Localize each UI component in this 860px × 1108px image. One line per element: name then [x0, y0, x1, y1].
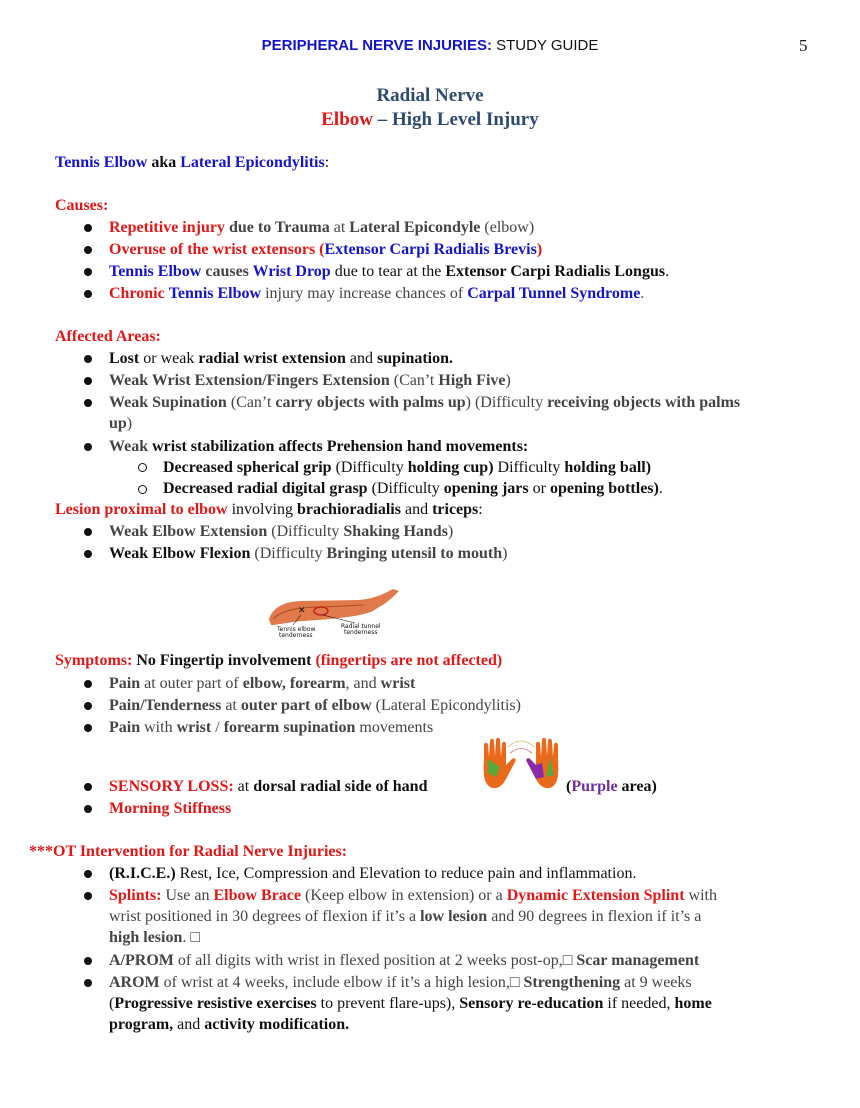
text-run: Bringing utensil to mouth [326, 545, 503, 562]
intro-line [55, 153, 329, 173]
text-run: radial wrist extension [198, 350, 346, 367]
text-run: of wrist at 4 weeks, include elbow if it’s a high lesion,□ [159, 974, 524, 991]
affected-item-4 [109, 437, 528, 457]
text-run: Decreased radial digital grasp [163, 480, 368, 497]
text-run: Weak [109, 438, 149, 455]
text-run: dorsal radial side of hand [253, 778, 428, 795]
ot-splints-cont-2 [109, 928, 200, 948]
text-run: . □ [182, 929, 201, 946]
symptoms-item-2 [109, 696, 521, 716]
text-run: : [478, 501, 483, 518]
text-run: ( [566, 778, 572, 795]
causes-item-3 [109, 262, 669, 282]
text-run: home [674, 995, 712, 1012]
text-run: No Fingertip involvement [132, 652, 316, 669]
affected-heading: Affected Areas: [55, 328, 161, 345]
text-run: ) [447, 523, 454, 540]
text-run: ) [505, 372, 511, 389]
lesion-item-2 [109, 544, 507, 564]
lesion-item-1 [109, 522, 453, 542]
text-run: Use an [161, 887, 214, 904]
sensory-hands-illustration [480, 737, 562, 792]
causes-item-4 [109, 284, 644, 304]
text-run: Overuse of the wrist extensors ( [109, 241, 325, 258]
text-run: Wrist Drop [252, 263, 331, 280]
intro-colon: : [324, 154, 330, 171]
page-number: 5 [799, 36, 808, 55]
text-run: (Can’t [226, 394, 276, 411]
text-run: Extensor Carpi Radialis Brevis [324, 241, 537, 258]
bullet [84, 550, 92, 558]
text-run: Weak Elbow Extension [109, 523, 268, 540]
bullet [84, 399, 92, 407]
text-run: Progressive resistive exercises [114, 995, 317, 1012]
text-run: to prevent flare-ups), [316, 995, 460, 1012]
text-run: A/PROM [109, 952, 174, 969]
text-run: Tennis Elbow [168, 285, 262, 302]
bullet [84, 377, 92, 385]
title-rest: – High Level Injury [373, 109, 539, 130]
sub-bullet [138, 485, 147, 494]
text-run: / [211, 719, 224, 736]
text-run: and 90 degrees in flexion if it’s a [487, 908, 702, 925]
bullet [84, 702, 92, 710]
text-run: ) [536, 241, 543, 258]
affected-sub-1 [163, 458, 651, 478]
affected-item-1 [109, 349, 453, 369]
affected-item-3-cont [109, 414, 132, 434]
sensory-tail [566, 777, 657, 797]
header-subtitle: STUDY GUIDE [491, 37, 599, 54]
text-run: low lesion [420, 908, 488, 925]
causes-heading: Causes: [55, 197, 109, 214]
text-run: Lost [109, 350, 140, 367]
text-run: (Keep elbow in extension) or a [301, 887, 507, 904]
sub-bullet [138, 463, 147, 472]
text-run: holding cup) [407, 459, 494, 476]
text-run: triceps [432, 501, 479, 518]
text-run: Shaking Hands [343, 523, 448, 540]
text-run: Carpal Tunnel Syndrome [467, 285, 641, 302]
bullet [84, 783, 92, 791]
text-run: wrist positioned in 30 degrees of flexion if it’s a [109, 908, 421, 925]
text-run: and [345, 350, 377, 367]
text-run: Weak Wrist Extension/Fingers Extension [109, 372, 390, 389]
bullet [84, 268, 92, 276]
text-run: at 9 weeks [620, 974, 692, 991]
text-run: Repetitive injury [109, 219, 225, 236]
text-run: AROM [109, 974, 160, 991]
ot-arom-cont-2 [109, 1015, 349, 1035]
text-run: ) (Difficulty [465, 394, 548, 411]
text-run: Lateral Epicondyle [349, 219, 481, 236]
text-run: Dynamic Extension Splint [506, 887, 685, 904]
text-run: . [658, 480, 663, 497]
text-run: brachioradialis [296, 501, 401, 518]
text-run: Elbow Brace [213, 887, 301, 904]
tennis-elbow-mark-icon: ✕ [298, 606, 306, 616]
text-run: Strengthening [523, 974, 621, 991]
bullet [84, 957, 92, 965]
ot-aprom [109, 951, 699, 971]
text-run: due to tear at the [330, 263, 446, 280]
text-run: wrist stabilization affects Prehension hand movements: [148, 438, 529, 455]
text-run: opening bottles) [549, 480, 659, 497]
text-run: outer part of elbow [240, 697, 372, 714]
lesion-heading: Lesion proximal to elbow [55, 501, 228, 518]
bullet [84, 979, 92, 987]
bullet [84, 290, 92, 298]
text-run: Chronic [109, 285, 165, 302]
text-run: (Difficulty [250, 545, 327, 562]
text-run: Difficulty [493, 459, 565, 476]
label-tennis-elbow: Tennis elbow [277, 626, 316, 633]
text-run: Pain [109, 675, 141, 692]
text-run: at [221, 697, 241, 714]
label-tenderness-1: tenderness [279, 632, 313, 639]
text-run: causes [201, 263, 253, 280]
text-run: activity modification. [204, 1016, 350, 1033]
bullet [84, 528, 92, 536]
text-run: movements [355, 719, 434, 736]
text-run: due to [224, 219, 275, 236]
ot-splints [109, 886, 717, 906]
bullet [84, 680, 92, 688]
text-run: wrist [380, 675, 416, 692]
text-run: SENSORY LOSS: [109, 778, 234, 795]
text-run: holding ball) [564, 459, 652, 476]
text-run: ( [109, 995, 115, 1012]
text-run: High Five [438, 372, 506, 389]
text-run: (Difficulty [331, 459, 408, 476]
symptoms-item-1 [109, 674, 415, 694]
affected-item-2 [109, 371, 511, 391]
text-run: , and [345, 675, 381, 692]
text-run: ) [126, 415, 133, 432]
text-run: up [109, 415, 127, 432]
bullet [84, 224, 92, 232]
text-run: high lesion [109, 929, 183, 946]
affected-item-3 [109, 393, 740, 413]
causes-item-1 [109, 218, 534, 238]
ot-rice [109, 864, 636, 884]
header-title: PERIPHERAL NERVE INJURIES: [261, 37, 492, 54]
label-tenderness-2: tenderness [344, 629, 378, 636]
ot-heading: ***OT Intervention for Radial Nerve Injuries: [29, 843, 348, 860]
text-run: and [400, 501, 433, 518]
text-run: Weak Elbow Flexion [109, 545, 251, 562]
text-run: Rest, Ice, Compression and Elevation to reduce pain and inflammation. [175, 865, 637, 882]
text-run: program, [109, 1016, 174, 1033]
ot-splints-cont-1 [109, 907, 701, 927]
intro-lateral-epicondylitis: Lateral Epicondylitis [180, 154, 325, 171]
symptoms-line [55, 651, 502, 671]
text-run: if needed, [603, 995, 675, 1012]
ot-arom-cont-1 [109, 994, 712, 1014]
text-run: receiving objects with palms [547, 394, 741, 411]
text-run: or weak [139, 350, 199, 367]
text-run: at [233, 778, 254, 795]
elbow-tenderness-illustration [263, 567, 401, 648]
section-subtitle [0, 109, 860, 131]
page-header [0, 37, 860, 54]
causes-item-2 [109, 240, 542, 260]
title-elbow: Elbow [321, 109, 373, 130]
text-run: and [173, 1016, 205, 1033]
text-run: at [329, 219, 350, 236]
text-run: (Can’t [389, 372, 439, 389]
text-run: Decreased spherical grip [163, 459, 332, 476]
text-run: Sensory re-education [459, 995, 604, 1012]
text-run: at outer part of [140, 675, 243, 692]
text-run: carry objects with palms up [275, 394, 466, 411]
bullet [84, 870, 92, 878]
bullet [84, 443, 92, 451]
symptoms-item-3 [109, 718, 433, 738]
text-run: Tennis Elbow [109, 263, 202, 280]
bullet [84, 246, 92, 254]
text-run: (fingertips are not affected) [315, 652, 503, 669]
symptoms-heading: Symptoms: [55, 652, 133, 669]
ot-arom [109, 973, 692, 993]
bullet [84, 805, 92, 813]
text-run: ) [502, 545, 508, 562]
intro-aka: aka [147, 154, 181, 171]
text-run: Pain [109, 719, 141, 736]
label-radial-tunnel: Radial tunnel [341, 623, 381, 630]
section-title: Radial Nerve [376, 85, 484, 106]
text-run: Purple [571, 778, 618, 795]
text-run: Pain/Tenderness [109, 697, 222, 714]
text-run: Scar management [576, 952, 700, 969]
text-run: Splints: [109, 887, 162, 904]
intro-tennis-elbow: Tennis Elbow [55, 154, 148, 171]
symptoms-sensory [109, 777, 427, 797]
affected-sub-2 [163, 479, 663, 499]
text-run: (Difficulty [267, 523, 344, 540]
text-run: with [140, 719, 177, 736]
text-run: Trauma [274, 219, 330, 236]
text-run: Weak Supination [109, 394, 227, 411]
text-run: (R.I.C.E.) [109, 865, 176, 882]
text-run: or [528, 480, 550, 497]
text-run: elbow, forearm [242, 675, 346, 692]
text-run: forearm supination [223, 719, 356, 736]
text-run: (Difficulty [367, 480, 444, 497]
text-run: area) [617, 778, 657, 795]
text-run: Extensor Carpi Radialis Longus [445, 263, 666, 280]
text-run: (elbow) [480, 219, 535, 236]
text-run: . [665, 263, 670, 280]
bullet [84, 892, 92, 900]
text-run: wrist [176, 719, 212, 736]
bullet [84, 355, 92, 363]
symptoms-morning: Morning Stiffness [109, 800, 232, 817]
bullet [84, 724, 92, 732]
text-run: . [640, 285, 645, 302]
text-run: involving [227, 501, 297, 518]
text-run: of all digits with wrist in flexed position at 2 weeks post-op,□ [173, 952, 577, 969]
text-run: opening jars [443, 480, 529, 497]
text-run: supination. [376, 350, 454, 367]
text-run: with [684, 887, 717, 904]
lesion-line [55, 500, 483, 520]
text-run: injury may increase chances of [261, 285, 468, 302]
text-run: (Lateral Epicondylitis) [371, 697, 521, 714]
